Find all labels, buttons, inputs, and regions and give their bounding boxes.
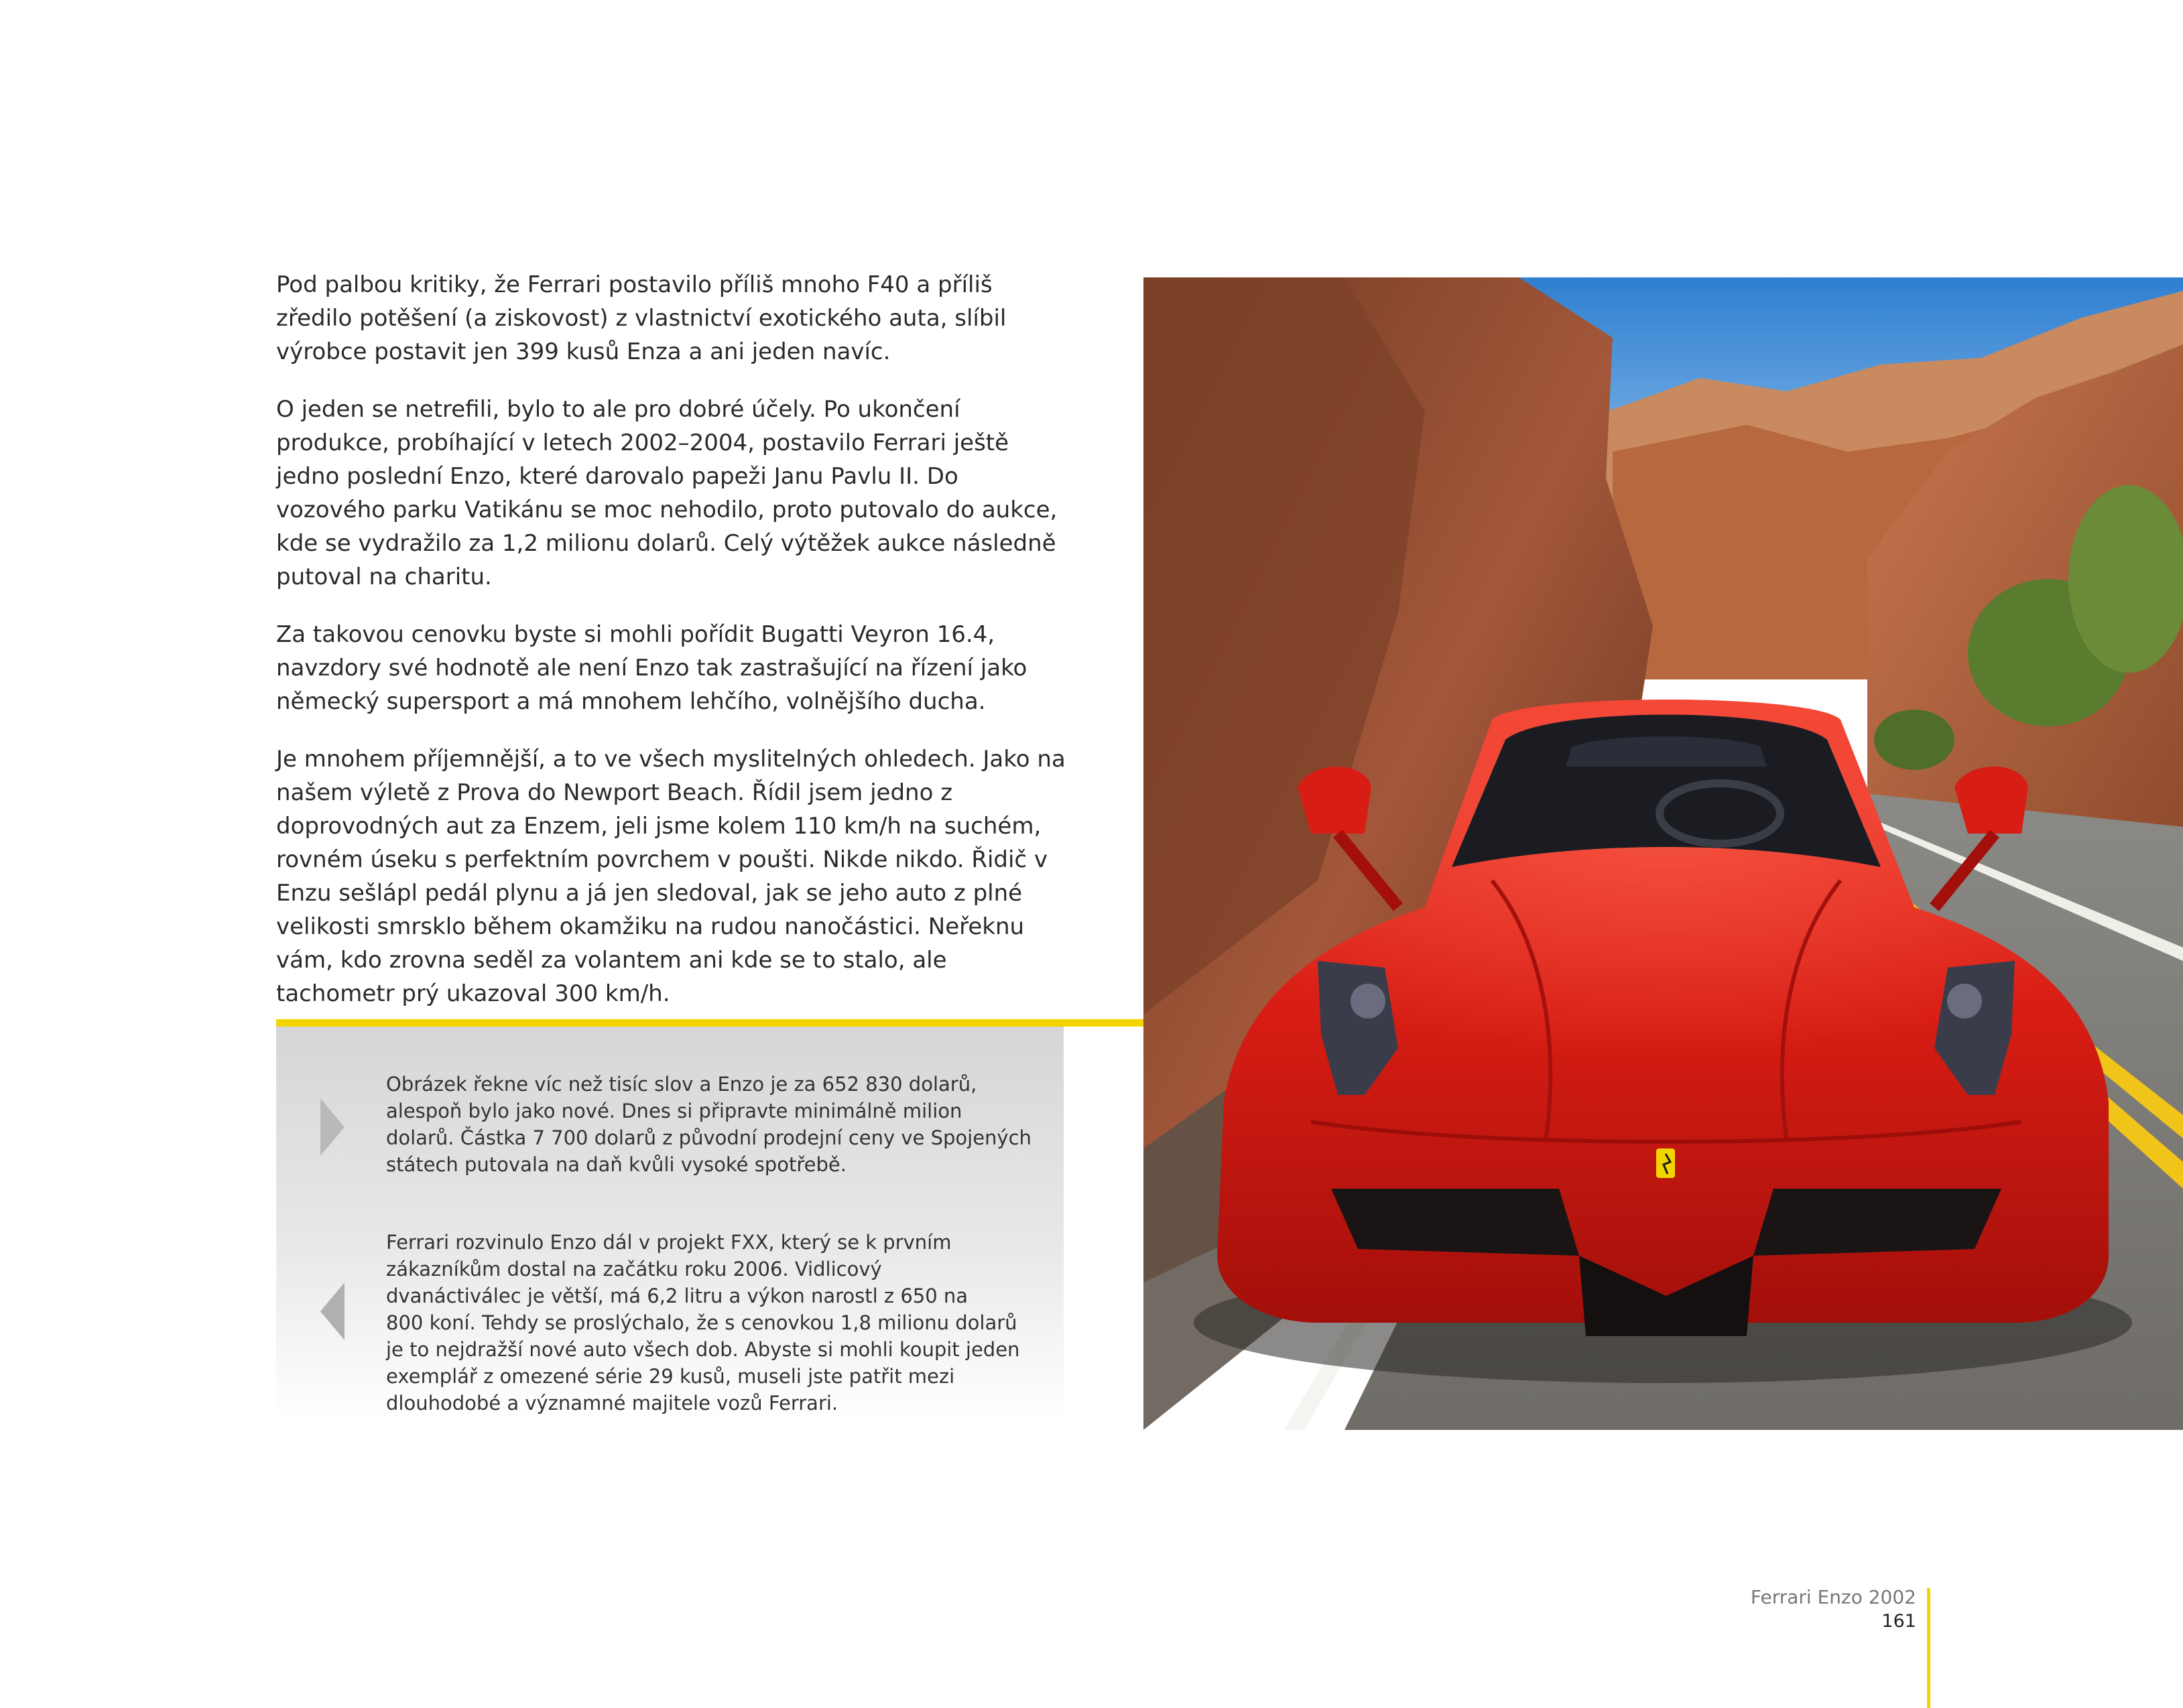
note-line: je to nejdražší nové auto všech dob. Abyste si mohli koupit jeden [386,1338,1020,1361]
note-line: 800 koní. Tehdy se proslýchalo, že s cenovkou 1,8 milionu dolarů [386,1311,1017,1334]
article-paragraph: Je mnohem příjemnější, a to ve všech myslitelných ohledech. Jako na našem výletě z Prova do Newport Beach. Řídil jsem jedno z doprovodných aut za Enzem, jeli jsme kolem 110 km/h na suchém, rovném úseku s perfektním povrchem v poušti. Nikde nikdo. Řidič v Enzu sešlápl pedál plynu a já jen sledoval, jak se jeho auto z plné velikosti smrsklo během okamžiku na rudou nanočástici. Neřeknu vám, kdo zrovna seděl za volantem ani kde se to stalo, ale tachometr prý ukazoval 300 km/h. [276,746,1066,1007]
note-line: dvanáctiválec je větší, má 6,2 litru a výkon narostl z 650 na [386,1285,969,1307]
page-number: 161 [1881,1611,1916,1632]
note-line: Ferrari rozvinulo Enzo dál v projekt FXX, který se k prvním [386,1231,952,1254]
triangle-right-icon [319,1097,346,1157]
triangle-left-icon [319,1281,346,1341]
footer-accent-rule [1927,1588,1930,1708]
running-title: Ferrari Enzo 2002 [1750,1586,1916,1608]
article-paragraph: O jeden se netrefili, bylo to ale pro dobré účely. Po ukončení produkce, probíhající v letech 2002–2004, postavilo Ferrari ještě jedno poslední Enzo, které darovalo papeži Janu Pavlu II. Do vozového parku Vatikánu se moc nehodilo, proto putovalo do aukce, kde se vydražilo za 1,2 milionu dolarů. Celý výtěžek aukce následně putoval na charitu. [276,396,1058,590]
sidebar-note-2 [386,1229,1056,1417]
note-line: státech putovala na daň kvůli vysoké spotřebě. [386,1153,847,1176]
accent-rule [276,1019,1143,1027]
article-body [276,268,1067,1092]
note-line: alespoň bylo jako nové. Dnes si připravte minimálně milion [386,1100,962,1122]
ferrari-photo [1143,277,2183,1430]
sidebar-note-1 [386,1071,1056,1178]
article-paragraph: Pod palbou kritiky, že Ferrari postavilo příliš mnoho F40 a příliš zředilo potěšení (a ziskovost) z vlastnictví exotického auta, slíbil výrobce postavit jen 399 kusů Enza a ani jeden navíc. [276,271,1007,365]
note-line: dlouhodobé a významné majitele vozů Ferrari. [386,1392,838,1415]
page-footer [1751,1585,1916,1634]
note-line: exemplář z omezené série 29 kusů, museli jste patřit mezi [386,1365,955,1388]
note-line: Obrázek řekne víc než tisíc slov a Enzo je za 652 830 dolarů, [386,1073,977,1096]
note-line: zákazníkům dostal na začátku roku 2006. Vidlicový [386,1258,882,1280]
article-paragraph: Za takovou cenovku byste si mohli pořídit Bugatti Veyron 16.4, navzdory své hodnotě ale není Enzo tak zastrašující na řízení jako německý supersport a má mnohem lehčího, volnějšího ducha. [276,621,1027,715]
sidebar-box [276,1027,1064,1422]
ferrari-enzo-illustration [1143,277,2183,1430]
note-line: dolarů. Částka 7 700 dolarů z původní prodejní ceny ve Spojených [386,1126,1032,1149]
